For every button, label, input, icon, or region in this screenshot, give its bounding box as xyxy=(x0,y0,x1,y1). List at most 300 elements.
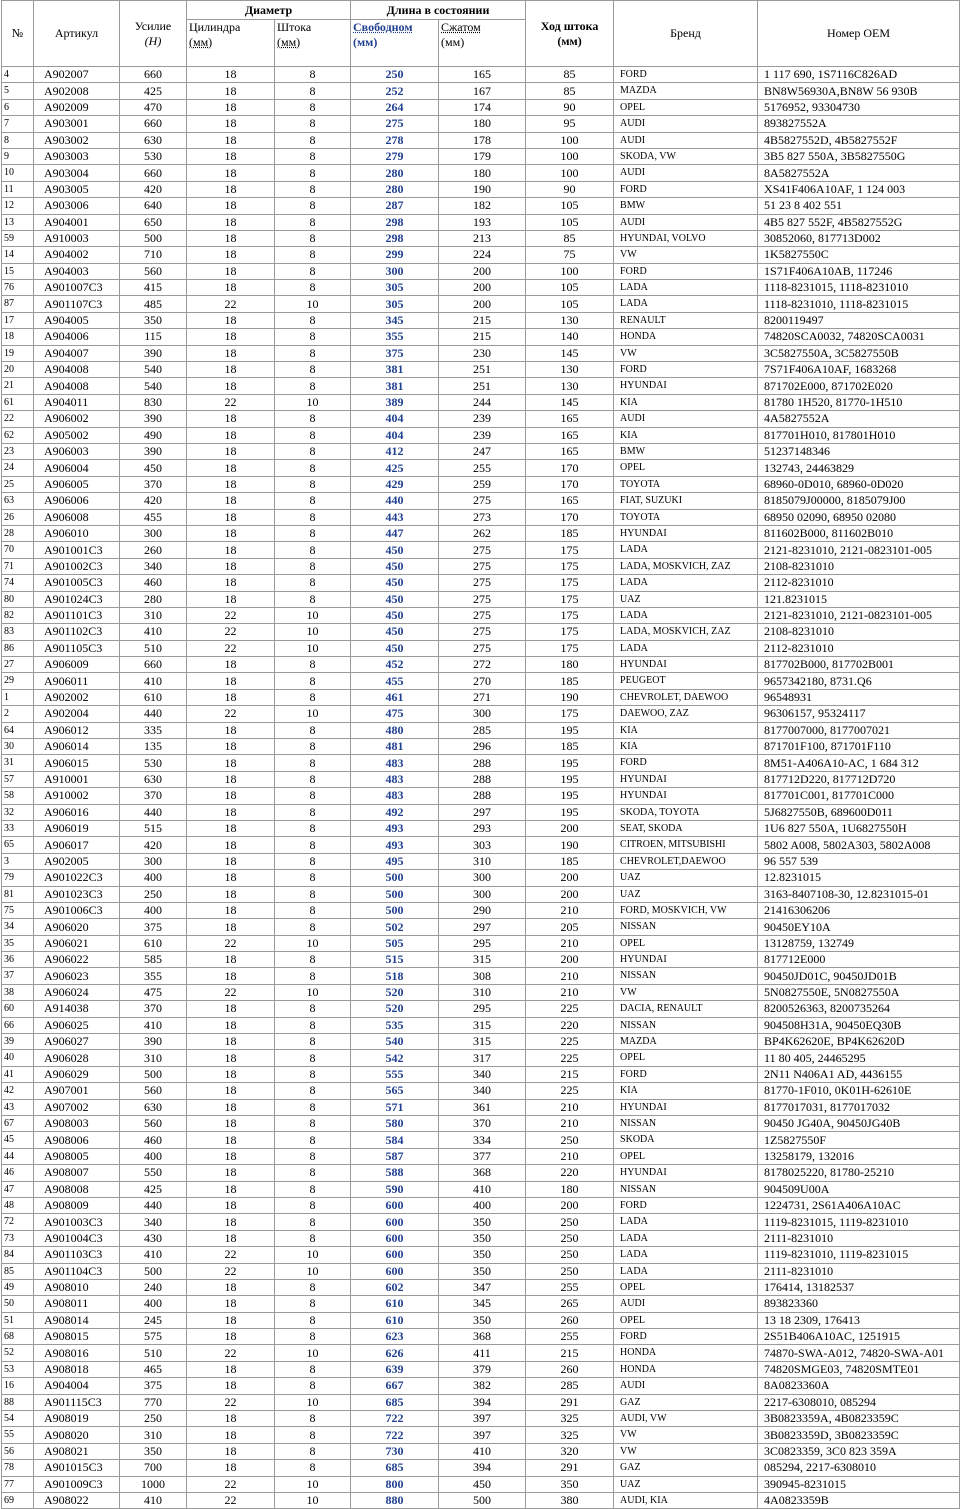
brand-cell: AUDI xyxy=(614,132,758,148)
free-length-cell: 584 xyxy=(351,1132,439,1148)
table-row xyxy=(2,820,960,836)
stroke-cell: 165 xyxy=(526,443,614,459)
row-num-cell: 15 xyxy=(2,263,34,279)
article-cell: A904001 xyxy=(34,214,120,230)
oem-number-cell: 13 18 2309, 176413 xyxy=(758,1312,960,1328)
rod-diameter-cell: 8 xyxy=(275,755,351,771)
force-cell: 300 xyxy=(120,853,187,869)
cylinder-diameter-cell: 18 xyxy=(187,83,275,99)
article-cell: A906005 xyxy=(34,476,120,492)
oem-number-cell: 5802 A008, 5802A303, 5802A008 xyxy=(758,837,960,853)
compressed-length-cell: 215 xyxy=(439,312,526,328)
article-cell: A908007 xyxy=(34,1165,120,1181)
brand-cell: LADA xyxy=(614,296,758,312)
stroke-cell: 200 xyxy=(526,886,614,902)
brand-cell: TOYOTA xyxy=(614,476,758,492)
oem-number-cell: 5N0827550E, 5N0827550A xyxy=(758,984,960,1000)
free-length-cell: 450 xyxy=(351,640,439,656)
force-cell: 390 xyxy=(120,345,187,361)
stroke-cell: 215 xyxy=(526,1345,614,1361)
table-row xyxy=(2,378,960,394)
rod-diameter-cell: 8 xyxy=(275,952,351,968)
force-cell: 430 xyxy=(120,1230,187,1246)
free-length-cell: 450 xyxy=(351,624,439,640)
oem-number-cell: 3B0823359D, 3B0823359C xyxy=(758,1427,960,1443)
cylinder-diameter-cell: 22 xyxy=(187,296,275,312)
free-length-cell: 298 xyxy=(351,230,439,246)
free-length-cell: 275 xyxy=(351,116,439,132)
article-cell: A901005C3 xyxy=(34,575,120,591)
row-num-cell: 32 xyxy=(2,804,34,820)
table-row xyxy=(2,1132,960,1148)
oem-number-cell: 2108-8231010 xyxy=(758,558,960,574)
brand-cell: MAZDA xyxy=(614,1034,758,1050)
article-cell: A908014 xyxy=(34,1312,120,1328)
free-length-cell: 480 xyxy=(351,722,439,738)
free-length-cell: 404 xyxy=(351,427,439,443)
header-stroke-unit: (мм) xyxy=(557,33,582,48)
brand-cell: NISSAN xyxy=(614,1017,758,1033)
row-num-cell: 57 xyxy=(2,771,34,787)
cylinder-diameter-cell: 18 xyxy=(187,116,275,132)
oem-number-cell: 81770-1F010, 0K01H-62610E xyxy=(758,1083,960,1099)
table-row xyxy=(2,771,960,787)
cylinder-diameter-cell: 18 xyxy=(187,1066,275,1082)
article-cell: A901001C3 xyxy=(34,542,120,558)
stroke-cell: 100 xyxy=(526,165,614,181)
compressed-length-cell: 379 xyxy=(439,1361,526,1377)
brand-cell: FORD xyxy=(614,1197,758,1213)
oem-number-cell: 176414, 13182537 xyxy=(758,1279,960,1295)
force-cell: 375 xyxy=(120,919,187,935)
oem-number-cell: XS41F406A10AF, 1 124 003 xyxy=(758,181,960,197)
row-num-cell: 59 xyxy=(2,230,34,246)
cylinder-diameter-cell: 18 xyxy=(187,312,275,328)
article-cell: A901022C3 xyxy=(34,870,120,886)
row-num-cell: 1 xyxy=(2,689,34,705)
brand-cell: HYUNDAI xyxy=(614,788,758,804)
cylinder-diameter-cell: 18 xyxy=(187,493,275,509)
row-num-cell: 11 xyxy=(2,181,34,197)
cylinder-diameter-cell: 18 xyxy=(187,853,275,869)
row-num-cell: 48 xyxy=(2,1197,34,1213)
compressed-length-cell: 215 xyxy=(439,329,526,345)
cylinder-diameter-cell: 18 xyxy=(187,1197,275,1213)
rod-diameter-cell: 8 xyxy=(275,1099,351,1115)
row-num-cell: 16 xyxy=(2,1378,34,1394)
shock-absorber-table xyxy=(1,0,960,1509)
rod-diameter-cell: 8 xyxy=(275,1181,351,1197)
oem-number-cell: 68950 02090, 68950 02080 xyxy=(758,509,960,525)
table-row xyxy=(2,1066,960,1082)
oem-number-cell: 7S71F406A10AF, 1683268 xyxy=(758,362,960,378)
free-length-cell: 685 xyxy=(351,1460,439,1476)
row-num-cell: 73 xyxy=(2,1230,34,1246)
brand-cell: FORD xyxy=(614,67,758,83)
article-cell: A901003C3 xyxy=(34,1214,120,1230)
oem-number-cell: 9657342180, 8731.Q6 xyxy=(758,673,960,689)
brand-cell: VW xyxy=(614,1443,758,1459)
compressed-length-cell: 377 xyxy=(439,1148,526,1164)
row-num-cell: 8 xyxy=(2,132,34,148)
row-num-cell: 43 xyxy=(2,1099,34,1115)
table-row xyxy=(2,558,960,574)
row-num-cell: 29 xyxy=(2,673,34,689)
stroke-cell: 225 xyxy=(526,1034,614,1050)
article-cell: A901107C3 xyxy=(34,296,120,312)
brand-cell: LADA xyxy=(614,542,758,558)
stroke-cell: 175 xyxy=(526,542,614,558)
article-cell: A903006 xyxy=(34,198,120,214)
rod-diameter-cell: 10 xyxy=(275,624,351,640)
compressed-length-cell: 180 xyxy=(439,116,526,132)
article-cell: A904007 xyxy=(34,345,120,361)
force-cell: 335 xyxy=(120,722,187,738)
oem-number-cell: 3B0823359A, 4B0823359C xyxy=(758,1411,960,1427)
brand-cell: FORD xyxy=(614,755,758,771)
free-length-cell: 730 xyxy=(351,1443,439,1459)
article-cell: A903002 xyxy=(34,132,120,148)
oem-number-cell: 817712E000 xyxy=(758,952,960,968)
free-length-cell: 475 xyxy=(351,706,439,722)
oem-number-cell: 4A5827552A xyxy=(758,411,960,427)
brand-cell: AUDI xyxy=(614,116,758,132)
stroke-cell: 175 xyxy=(526,575,614,591)
stroke-cell: 220 xyxy=(526,1017,614,1033)
rod-diameter-cell: 8 xyxy=(275,591,351,607)
cylinder-diameter-cell: 22 xyxy=(187,984,275,1000)
compressed-length-cell: 340 xyxy=(439,1066,526,1082)
brand-cell: LADA xyxy=(614,1230,758,1246)
oem-number-cell: 3C5827550A, 3C5827550B xyxy=(758,345,960,361)
article-cell: A901002C3 xyxy=(34,558,120,574)
stroke-cell: 250 xyxy=(526,1263,614,1279)
article-cell: A902007 xyxy=(34,67,120,83)
article-cell: A901004C3 xyxy=(34,1230,120,1246)
rod-diameter-cell: 8 xyxy=(275,820,351,836)
cylinder-diameter-cell: 18 xyxy=(187,952,275,968)
compressed-length-cell: 167 xyxy=(439,83,526,99)
cylinder-diameter-cell: 18 xyxy=(187,1296,275,1312)
row-num-cell: 49 xyxy=(2,1279,34,1295)
table-row xyxy=(2,83,960,99)
stroke-cell: 210 xyxy=(526,968,614,984)
oem-number-cell: 4A0823359B xyxy=(758,1492,960,1508)
cylinder-diameter-cell: 22 xyxy=(187,624,275,640)
row-num-cell: 63 xyxy=(2,493,34,509)
row-num-cell: 71 xyxy=(2,558,34,574)
table-row xyxy=(2,411,960,427)
row-num-cell: 87 xyxy=(2,296,34,312)
table-row xyxy=(2,67,960,83)
force-cell: 350 xyxy=(120,1443,187,1459)
brand-cell: NISSAN xyxy=(614,1116,758,1132)
oem-number-cell: 817712D220, 817712D720 xyxy=(758,771,960,787)
row-num-cell: 20 xyxy=(2,362,34,378)
force-cell: 610 xyxy=(120,689,187,705)
stroke-cell: 105 xyxy=(526,280,614,296)
row-num-cell: 25 xyxy=(2,476,34,492)
compressed-length-cell: 350 xyxy=(439,1312,526,1328)
header-num: № xyxy=(2,1,34,67)
free-length-cell: 381 xyxy=(351,378,439,394)
oem-number-cell: 8M51-A406A10-AC, 1 684 312 xyxy=(758,755,960,771)
article-cell: A908021 xyxy=(34,1443,120,1459)
cylinder-diameter-cell: 18 xyxy=(187,1050,275,1066)
compressed-length-cell: 190 xyxy=(439,181,526,197)
table-row xyxy=(2,132,960,148)
force-cell: 390 xyxy=(120,1034,187,1050)
brand-cell: CHEVROLET, DAEWOO xyxy=(614,689,758,705)
stroke-cell: 175 xyxy=(526,607,614,623)
row-num-cell: 75 xyxy=(2,902,34,918)
free-length-cell: 520 xyxy=(351,984,439,1000)
free-length-cell: 502 xyxy=(351,919,439,935)
compressed-length-cell: 315 xyxy=(439,1017,526,1033)
article-cell: A908022 xyxy=(34,1492,120,1508)
rod-diameter-cell: 8 xyxy=(275,165,351,181)
row-num-cell: 77 xyxy=(2,1476,34,1492)
cylinder-diameter-cell: 18 xyxy=(187,263,275,279)
compressed-length-cell: 178 xyxy=(439,132,526,148)
oem-number-cell: 2108-8231010 xyxy=(758,624,960,640)
row-num-cell: 82 xyxy=(2,607,34,623)
stroke-cell: 165 xyxy=(526,493,614,509)
rod-diameter-cell: 8 xyxy=(275,1214,351,1230)
table-row xyxy=(2,591,960,607)
row-num-cell: 9 xyxy=(2,148,34,164)
rod-diameter-cell: 8 xyxy=(275,148,351,164)
brand-cell: AUDI, VW xyxy=(614,1411,758,1427)
free-length-cell: 493 xyxy=(351,820,439,836)
free-length-cell: 443 xyxy=(351,509,439,525)
table-row xyxy=(2,247,960,263)
header-force-label: Усилие xyxy=(134,18,172,33)
compressed-length-cell: 295 xyxy=(439,935,526,951)
table-row xyxy=(2,968,960,984)
rod-diameter-cell: 8 xyxy=(275,902,351,918)
oem-number-cell: 90450JD01C, 90450JD01B xyxy=(758,968,960,984)
force-cell: 400 xyxy=(120,870,187,886)
rod-diameter-cell: 10 xyxy=(275,1345,351,1361)
table-row xyxy=(2,1492,960,1508)
article-cell: A901101C3 xyxy=(34,607,120,623)
free-length-cell: 355 xyxy=(351,329,439,345)
cylinder-diameter-cell: 18 xyxy=(187,919,275,935)
brand-cell: SEAT, SKODA xyxy=(614,820,758,836)
cylinder-diameter-cell: 18 xyxy=(187,476,275,492)
free-length-cell: 455 xyxy=(351,673,439,689)
cylinder-diameter-cell: 18 xyxy=(187,67,275,83)
row-num-cell: 21 xyxy=(2,378,34,394)
stroke-cell: 145 xyxy=(526,345,614,361)
free-length-cell: 287 xyxy=(351,198,439,214)
brand-cell: LADA xyxy=(614,280,758,296)
stroke-cell: 225 xyxy=(526,1083,614,1099)
compressed-length-cell: 370 xyxy=(439,1116,526,1132)
force-cell: 770 xyxy=(120,1394,187,1410)
table-row xyxy=(2,99,960,115)
cylinder-diameter-cell: 18 xyxy=(187,460,275,476)
oem-number-cell: 74870-SWA-A012, 74820-SWA-A01 xyxy=(758,1345,960,1361)
article-cell: A906012 xyxy=(34,722,120,738)
table-row xyxy=(2,1443,960,1459)
stroke-cell: 325 xyxy=(526,1411,614,1427)
compressed-length-cell: 350 xyxy=(439,1263,526,1279)
rod-diameter-cell: 8 xyxy=(275,1427,351,1443)
brand-cell: HYUNDAI xyxy=(614,771,758,787)
stroke-cell: 210 xyxy=(526,935,614,951)
oem-number-cell: 2111-8231010 xyxy=(758,1263,960,1279)
row-num-cell: 76 xyxy=(2,280,34,296)
table-row xyxy=(2,165,960,181)
brand-cell: FORD xyxy=(614,263,758,279)
row-num-cell: 12 xyxy=(2,198,34,214)
compressed-length-cell: 272 xyxy=(439,657,526,673)
force-cell: 660 xyxy=(120,67,187,83)
table-row xyxy=(2,116,960,132)
rod-diameter-cell: 8 xyxy=(275,214,351,230)
rod-diameter-cell: 8 xyxy=(275,443,351,459)
rod-diameter-cell: 8 xyxy=(275,493,351,509)
cylinder-diameter-cell: 22 xyxy=(187,1263,275,1279)
oem-number-cell: 1118-8231015, 1118-8231010 xyxy=(758,280,960,296)
article-cell: A906029 xyxy=(34,1066,120,1082)
cylinder-diameter-cell: 18 xyxy=(187,837,275,853)
stroke-cell: 130 xyxy=(526,378,614,394)
table-row xyxy=(2,1230,960,1246)
stroke-cell: 190 xyxy=(526,837,614,853)
compressed-length-cell: 300 xyxy=(439,886,526,902)
table-row xyxy=(2,525,960,541)
stroke-cell: 320 xyxy=(526,1443,614,1459)
row-num-cell: 18 xyxy=(2,329,34,345)
stroke-cell: 170 xyxy=(526,476,614,492)
article-cell: A908015 xyxy=(34,1329,120,1345)
cylinder-diameter-cell: 18 xyxy=(187,1099,275,1115)
stroke-cell: 255 xyxy=(526,1329,614,1345)
rod-diameter-cell: 8 xyxy=(275,968,351,984)
cylinder-diameter-cell: 18 xyxy=(187,230,275,246)
rod-diameter-cell: 8 xyxy=(275,116,351,132)
row-num-cell: 84 xyxy=(2,1247,34,1263)
row-num-cell: 56 xyxy=(2,1443,34,1459)
cylinder-diameter-cell: 18 xyxy=(187,902,275,918)
cylinder-diameter-cell: 22 xyxy=(187,1247,275,1263)
table-row xyxy=(2,542,960,558)
compressed-length-cell: 193 xyxy=(439,214,526,230)
compressed-length-cell: 275 xyxy=(439,624,526,640)
compressed-length-cell: 275 xyxy=(439,558,526,574)
compressed-length-cell: 288 xyxy=(439,788,526,804)
brand-cell: FORD xyxy=(614,1329,758,1345)
force-cell: 560 xyxy=(120,1083,187,1099)
table-row xyxy=(2,427,960,443)
table-row xyxy=(2,1148,960,1164)
table-row xyxy=(2,935,960,951)
table-row xyxy=(2,198,960,214)
stroke-cell: 200 xyxy=(526,1197,614,1213)
cylinder-diameter-cell: 18 xyxy=(187,968,275,984)
force-cell: 115 xyxy=(120,329,187,345)
table-row xyxy=(2,1165,960,1181)
oem-number-cell: 2121-8231010, 2121-0823101-005 xyxy=(758,542,960,558)
brand-cell: AUDI, KIA xyxy=(614,1492,758,1508)
stroke-cell: 85 xyxy=(526,230,614,246)
free-length-cell: 495 xyxy=(351,853,439,869)
row-num-cell: 51 xyxy=(2,1312,34,1328)
stroke-cell: 250 xyxy=(526,1214,614,1230)
force-cell: 560 xyxy=(120,263,187,279)
oem-number-cell: 2112-8231010 xyxy=(758,640,960,656)
brand-cell: KIA xyxy=(614,739,758,755)
cylinder-diameter-cell: 22 xyxy=(187,607,275,623)
compressed-length-cell: 275 xyxy=(439,607,526,623)
brand-cell: CHEVROLET,DAEWOO xyxy=(614,853,758,869)
compressed-length-cell: 275 xyxy=(439,542,526,558)
force-cell: 455 xyxy=(120,509,187,525)
oem-number-cell: 11 80 405, 24465295 xyxy=(758,1050,960,1066)
force-cell: 340 xyxy=(120,558,187,574)
table-row xyxy=(2,804,960,820)
free-length-cell: 515 xyxy=(351,952,439,968)
compressed-length-cell: 200 xyxy=(439,263,526,279)
cylinder-diameter-cell: 18 xyxy=(187,280,275,296)
cylinder-diameter-cell: 18 xyxy=(187,345,275,361)
cylinder-diameter-cell: 18 xyxy=(187,689,275,705)
force-cell: 700 xyxy=(120,1460,187,1476)
brand-cell: LADA xyxy=(614,607,758,623)
header-rod xyxy=(275,20,351,67)
free-length-cell: 600 xyxy=(351,1247,439,1263)
article-cell: A901023C3 xyxy=(34,886,120,902)
header-article: Артикул xyxy=(34,1,120,67)
force-cell: 630 xyxy=(120,1099,187,1115)
row-num-cell: 37 xyxy=(2,968,34,984)
table-row xyxy=(2,722,960,738)
cylinder-diameter-cell: 18 xyxy=(187,1460,275,1476)
force-cell: 260 xyxy=(120,542,187,558)
cylinder-diameter-cell: 18 xyxy=(187,886,275,902)
oem-number-cell: 13128759, 132749 xyxy=(758,935,960,951)
brand-cell: NISSAN xyxy=(614,968,758,984)
cylinder-diameter-cell: 18 xyxy=(187,378,275,394)
table-row xyxy=(2,1345,960,1361)
cylinder-diameter-cell: 18 xyxy=(187,509,275,525)
stroke-cell: 185 xyxy=(526,853,614,869)
oem-number-cell: 893823360 xyxy=(758,1296,960,1312)
oem-number-cell: 8A0823360A xyxy=(758,1378,960,1394)
table-row xyxy=(2,739,960,755)
force-cell: 490 xyxy=(120,427,187,443)
rod-diameter-cell: 10 xyxy=(275,394,351,410)
article-cell: A904008 xyxy=(34,362,120,378)
oem-number-cell: 3163-8407108-30, 12.8231015-01 xyxy=(758,886,960,902)
stroke-cell: 200 xyxy=(526,952,614,968)
oem-number-cell: 30852060, 817713D002 xyxy=(758,230,960,246)
brand-cell: HONDA xyxy=(614,1361,758,1377)
compressed-length-cell: 347 xyxy=(439,1279,526,1295)
article-cell: A904011 xyxy=(34,394,120,410)
stroke-cell: 260 xyxy=(526,1361,614,1377)
force-cell: 415 xyxy=(120,280,187,296)
free-length-cell: 600 xyxy=(351,1263,439,1279)
header-free-unit: (мм) xyxy=(353,35,378,49)
stroke-cell: 180 xyxy=(526,657,614,673)
compressed-length-cell: 410 xyxy=(439,1181,526,1197)
table-row xyxy=(2,919,960,935)
compressed-length-cell: 230 xyxy=(439,345,526,361)
